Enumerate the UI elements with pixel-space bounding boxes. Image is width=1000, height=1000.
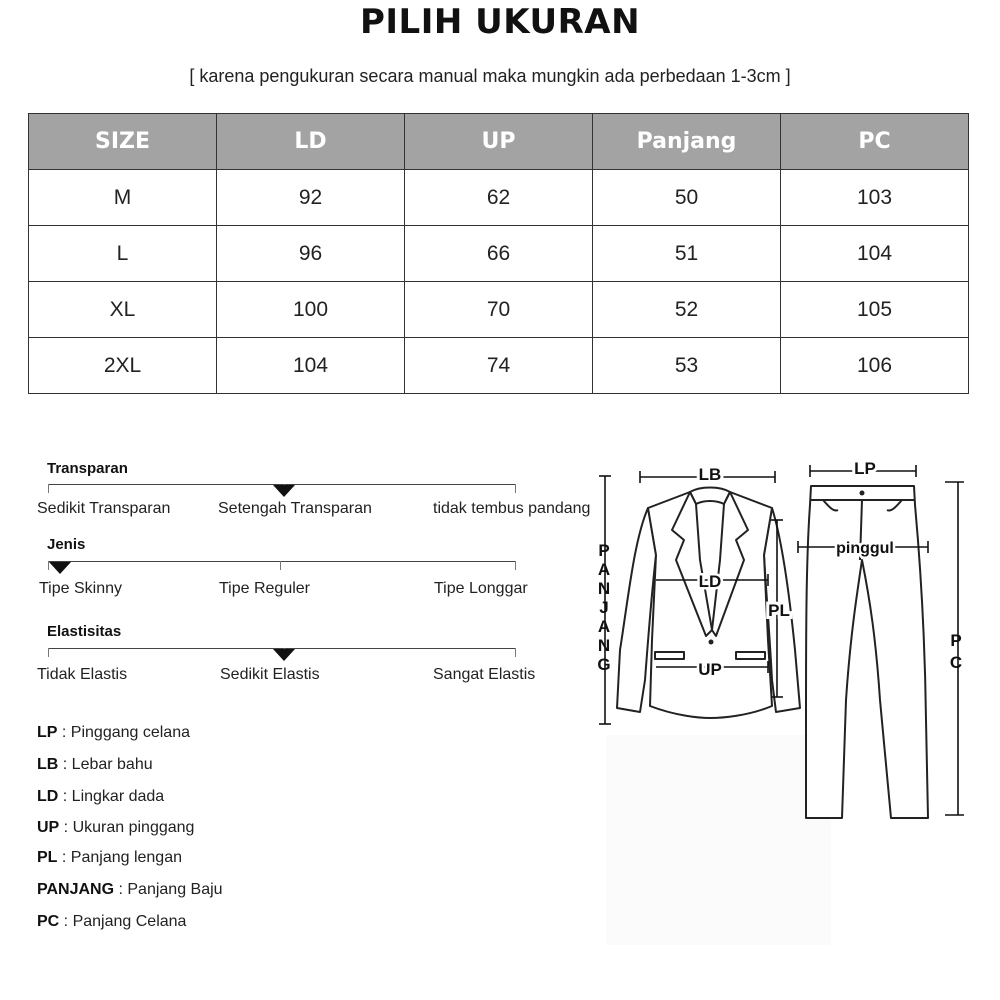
diagram-label-lb: LB — [698, 465, 722, 484]
type-scale-title: Jenis — [47, 536, 86, 553]
table-cell: 104 — [217, 338, 405, 394]
diagram-label-lp: LP — [854, 459, 876, 478]
table-cell: 105 — [781, 282, 969, 338]
legend-abbr: PANJANG — [37, 881, 115, 898]
diagram-label-pinggul: pinggul — [836, 540, 894, 557]
column-header-panjang: Panjang — [593, 114, 781, 170]
measurement-note: [ karena pengukuran secara manual maka mungkin ada perbedaan 1-3cm ] — [189, 66, 791, 86]
table-cell: 66 — [405, 226, 593, 282]
legend-desc: : Panjang lengan — [57, 849, 182, 866]
pants-illustration — [806, 486, 928, 818]
table-cell: 106 — [781, 338, 969, 394]
legend-abbr: LD — [37, 788, 59, 805]
column-header-ld: LD — [217, 114, 405, 170]
page-title: PILIH UKURAN — [359, 2, 641, 42]
legend-abbr: LP — [37, 724, 58, 741]
elasticity-option: Sangat Elastis — [433, 666, 536, 683]
shadow-area — [606, 735, 831, 945]
table-cell: 103 — [781, 170, 969, 226]
legend-desc: : Ukuran pinggang — [59, 819, 195, 836]
legend-desc: : Pinggang celana — [57, 724, 190, 741]
table-cell: 50 — [593, 170, 781, 226]
elasticity-option: Sedikit Elastis — [220, 666, 320, 683]
diagram-label-up: UP — [698, 660, 722, 679]
pants-button — [860, 491, 865, 496]
elasticity-scale-title: Elastisitas — [47, 623, 122, 640]
column-header-size: SIZE — [29, 114, 217, 170]
column-header-pc: PC — [781, 114, 969, 170]
transparency-scale-title: Transparan — [47, 460, 128, 477]
type-option: Tipe Skinny — [39, 580, 122, 597]
diagram-label-ld: LD — [698, 572, 722, 591]
legend-abbr: PL — [37, 849, 58, 866]
table-cell: 96 — [217, 226, 405, 282]
type-option: Tipe Longgar — [434, 580, 528, 597]
legend-desc: : Lebar bahu — [58, 756, 153, 773]
transparency-option: Sedikit Transparan — [37, 500, 171, 517]
diagram-label-panjang: P A N J A N G — [597, 541, 611, 674]
legend-abbr: UP — [37, 819, 60, 836]
table-cell: L — [29, 226, 217, 282]
jacket-button — [709, 640, 714, 645]
transparency-option: tidak tembus pandang — [433, 500, 591, 517]
table-cell: 92 — [217, 170, 405, 226]
legend-desc: : Lingkar dada — [58, 788, 165, 805]
table-cell: 53 — [593, 338, 781, 394]
table-cell: 52 — [593, 282, 781, 338]
column-header-up: UP — [405, 114, 593, 170]
type-option: Tipe Reguler — [219, 580, 311, 597]
table-cell: 2XL — [29, 338, 217, 394]
table-cell: XL — [29, 282, 217, 338]
transparency-option: Setengah Transparan — [218, 500, 372, 517]
legend-abbr: PC — [37, 913, 60, 930]
table-cell: 62 — [405, 170, 593, 226]
diagram-label-pl: PL — [768, 601, 790, 620]
legend-abbr: LB — [37, 756, 59, 773]
legend-desc: : Panjang Baju — [114, 881, 223, 898]
table-cell: 74 — [405, 338, 593, 394]
table-cell: 51 — [593, 226, 781, 282]
table-cell: 104 — [781, 226, 969, 282]
table-cell: M — [29, 170, 217, 226]
diagram-label-pc: P C — [949, 631, 963, 672]
elasticity-option: Tidak Elastis — [37, 666, 128, 683]
table-cell: 100 — [217, 282, 405, 338]
table-cell: 70 — [405, 282, 593, 338]
legend-desc: : Panjang Celana — [59, 913, 187, 930]
